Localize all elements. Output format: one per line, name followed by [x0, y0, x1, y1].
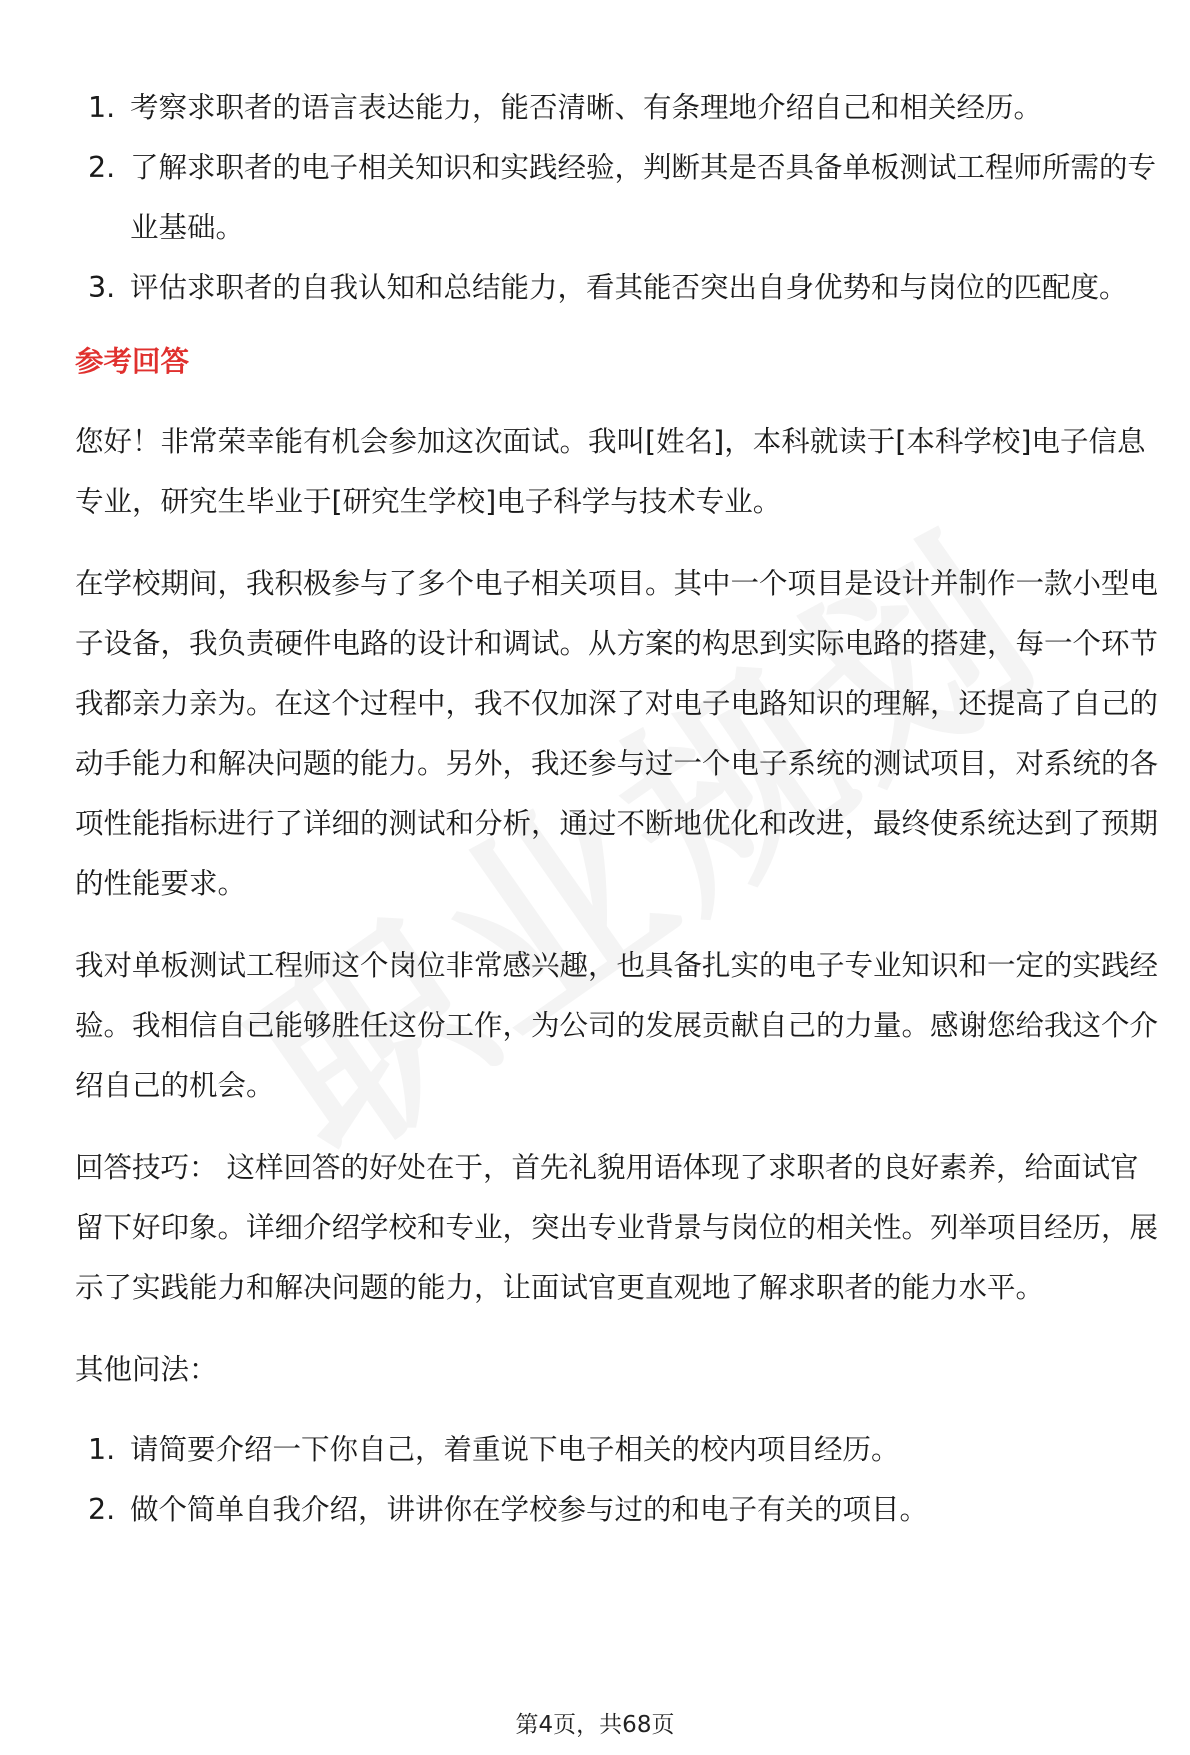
list-item [75, 1420, 1165, 1480]
list-text: 做个简单自我介绍，讲讲你在学校参与过的和电子有关的项目。 [130, 1493, 929, 1526]
answer-tips: 回答技巧： 这样回答的好处在于，首先礼貌用语体现了求职者的良好素养，给面试官留下好印象。详细介绍学校和专业，突出专业背景与岗位的相关性。列举项目经历，展示了实践能力和解决问题的能力，让面试官更直观地了解求职者的能力水平。 [75, 1151, 1159, 1304]
other-questions-list [75, 1420, 1165, 1540]
list-number: 2. [88, 1493, 116, 1526]
other-questions-label: 其他问法： [75, 1353, 218, 1386]
list-item [75, 258, 1165, 318]
reference-answer-heading: 参考回答 [75, 345, 190, 378]
evaluation-list [75, 78, 1165, 318]
list-number: 1. [88, 91, 116, 124]
answer-paragraph: 在学校期间，我积极参与了多个电子相关项目。其中一个项目是设计并制作一款小型电子设备，我负责硬件电路的设计和调试。从方案的构思到实际电路的搭建，每一个环节我都亲力亲为。在这个过程中，我不仅加深了对电子电路知识的理解，还提高了自己的动手能力和解决问题的能力。另外，我还参与过一个电子系统的测试项目，对系统的各项性能指标进行了详细的测试和分析，通过不断地优化和改进，最终使系统达到了预期的性能要求。 [75, 567, 1159, 900]
answer-paragraph: 您好！非常荣幸能有机会参加这次面试。我叫[姓名]，本科就读于[本科学校]电子信息专业，研究生毕业于[研究生学校]电子科学与技术专业。 [75, 425, 1146, 518]
list-text: 了解求职者的电子相关知识和实践经验，判断其是否具备单板测试工程师所需的专业基础。 [130, 151, 1157, 244]
list-number: 3. [88, 271, 116, 304]
list-text: 请简要介绍一下你自己，着重说下电子相关的校内项目经历。 [130, 1433, 900, 1466]
list-text: 考察求职者的语言表达能力，能否清晰、有条理地介绍自己和相关经历。 [130, 91, 1043, 124]
list-item [75, 138, 1165, 258]
page-footer: 第4页，共68页 [515, 1712, 675, 1738]
list-item [75, 78, 1165, 138]
list-item [75, 1480, 1165, 1540]
answer-paragraph: 我对单板测试工程师这个岗位非常感兴趣，也具备扎实的电子专业知识和一定的实践经验。我相信自己能够胜任这份工作，为公司的发展贡献自己的力量。感谢您给我这个介绍自己的机会。 [75, 949, 1159, 1102]
page-content [75, 78, 1165, 1540]
list-number: 2. [88, 151, 116, 184]
list-text: 评估求职者的自我认知和总结能力，看其能否突出自身优势和与岗位的匹配度。 [130, 271, 1128, 304]
list-number: 1. [88, 1433, 116, 1466]
